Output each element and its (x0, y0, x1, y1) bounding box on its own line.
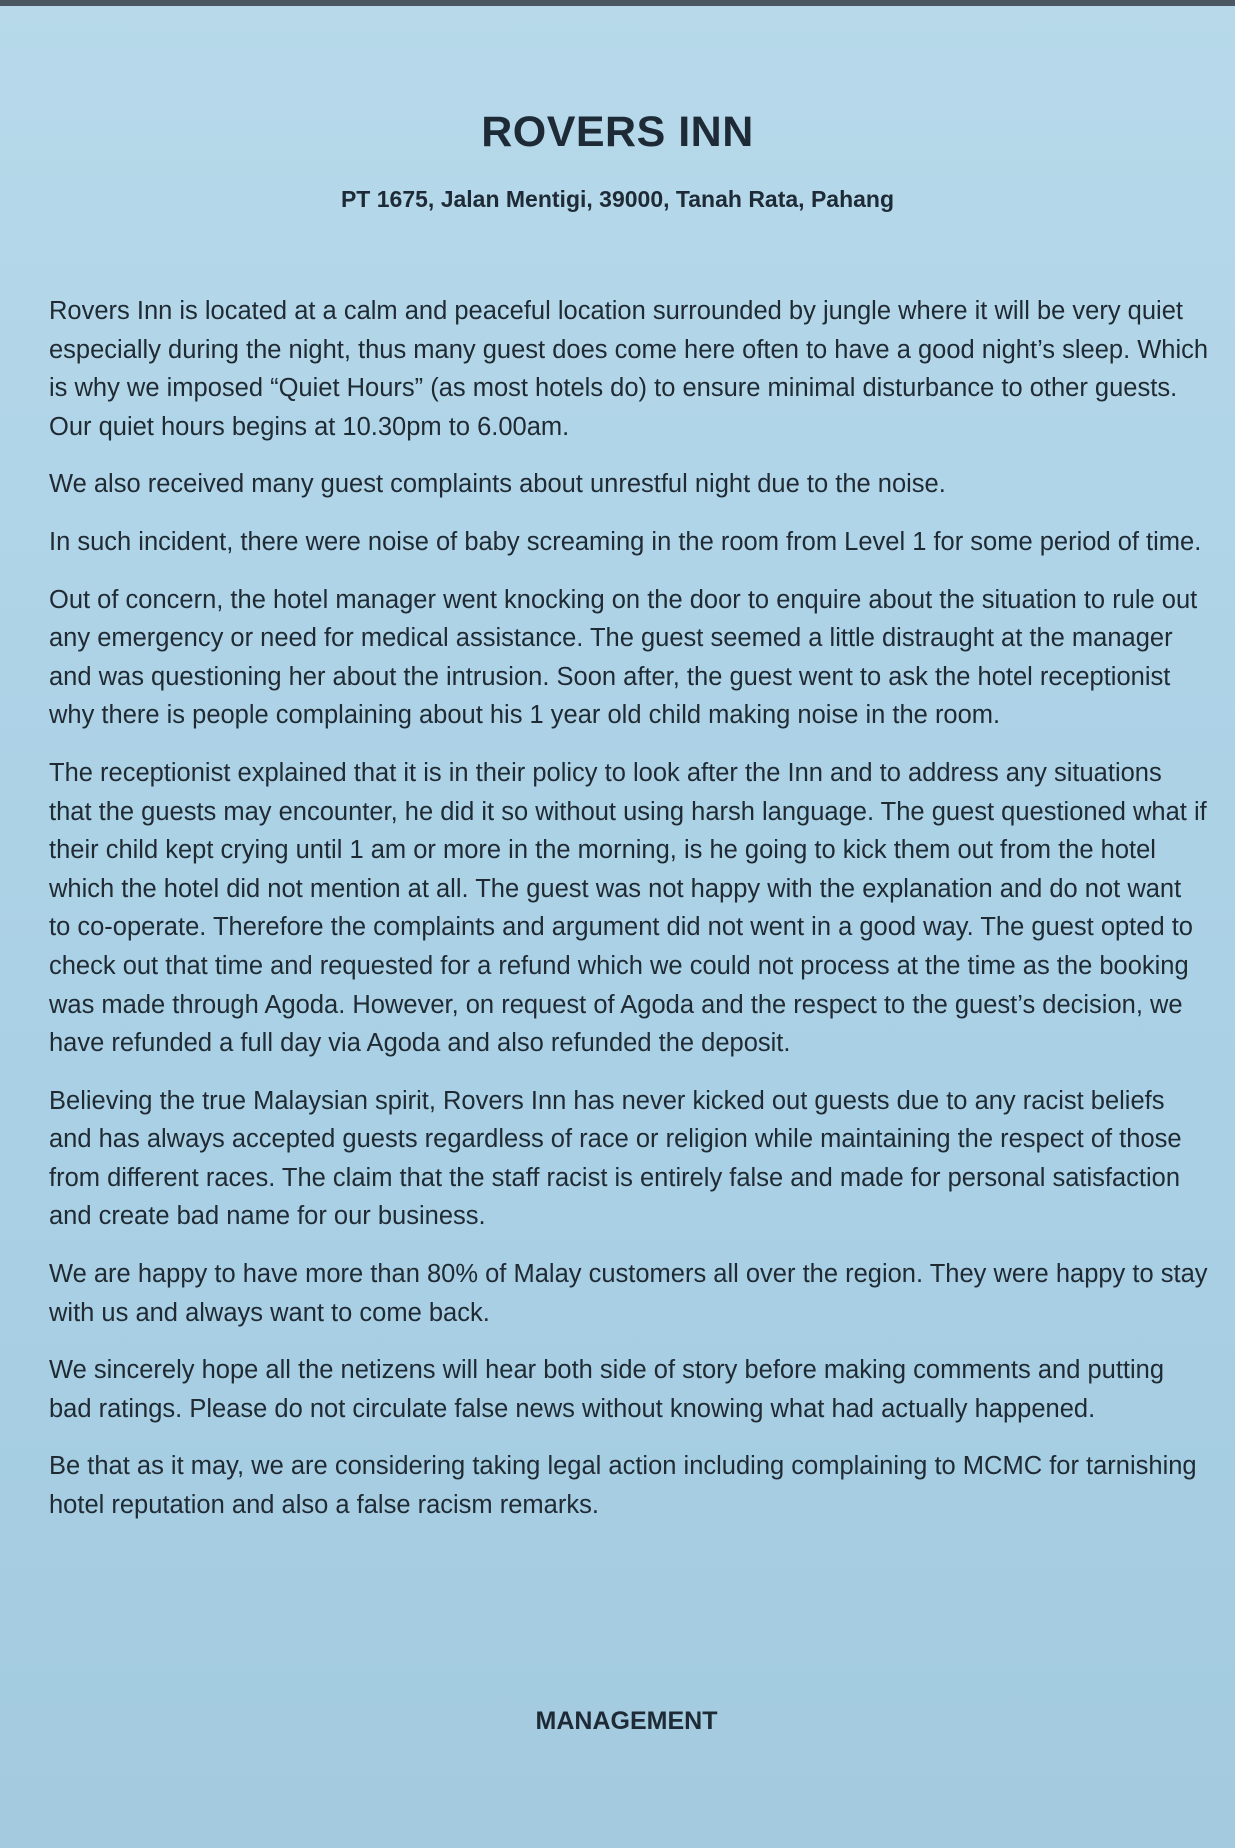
notice-body (49, 292, 1209, 1544)
hotel-address: PT 1675, Jalan Mentigi, 39000, Tanah Rata, Pahang (340, 186, 895, 212)
paragraph-receptionist: The receptionist explained that it is in their policy to look after the Inn and to address any situations that the guests may encounter, he did it so without using harsh language. The guest questioned what if their child kept crying until 1 am or more in the morning, is he going to kick them out from the hotel which the hotel did not mention at all. The guest was not happy with the explanation and do not want to co-operate. Therefore the complaints and argument did not went in a good way. The guest opted to check out that time and requested for a refund which we could not process at the time as the booking was made through Agoda. However, on request of Agoda and the respect to the guest’s decision, we have refunded a full day via Agoda and also refunded the deposit. (49, 758, 1207, 1058)
paragraph-incident: In such incident, there were noise of baby screaming in the room from Level 1 for some period of time. (49, 527, 1202, 556)
paragraph-malay-customers: We are happy to have more than 80% of Malay customers all over the region. They were happy to stay with us and always want to come back. (49, 1260, 1208, 1327)
paragraph-malaysian-spirit: Believing the true Malaysian spirit, Rovers Inn has never kicked out guests due to any racist beliefs and has always accepted guests regardless of race or religion while maintaining the respect of those from different races. The claim that the staff racist is entirely false and made for personal satisfaction and create bad name for our business. (49, 1086, 1182, 1231)
signoff-management: MANAGEMENT (535, 1707, 718, 1735)
paragraph-quiet-hours: Rovers Inn is located at a calm and peaceful location surrounded by jungle where it will be very quiet especially during the night, thus many guest does come here often to have a good night’s sleep. Which is why we imposed “Quiet Hours” (as most hotels do) to ensure minimal disturbance to other guests. Our quiet hours begins at 10.30pm to 6.00am. (49, 297, 1209, 441)
paragraph-manager-visit: Out of concern, the hotel manager went knocking on the door to enquire about the situation to rule out any emergency or need for medical assistance. The guest seemed a little distraught at the manager and was questioning her about the intrusion. Soon after, the guest went to ask the hotel receptionist why there is people complaining about his 1 year old child making noise in the room. (49, 585, 1198, 730)
paragraph-netizens: We sincerely hope all the netizens will hear both side of story before making comments and putting bad ratings. Please do not circulate false news without knowing what had actually happened. (49, 1356, 1165, 1423)
paragraph-complaints: We also received many guest complaints about unrestful night due to the noise. (49, 470, 946, 499)
paragraph-legal-action: Be that as it may, we are considering taking legal action including complaining to MCMC for tarnishing hotel reputation and also a false racism remarks. (49, 1452, 1197, 1520)
notice-title: ROVERS INN (481, 108, 754, 156)
